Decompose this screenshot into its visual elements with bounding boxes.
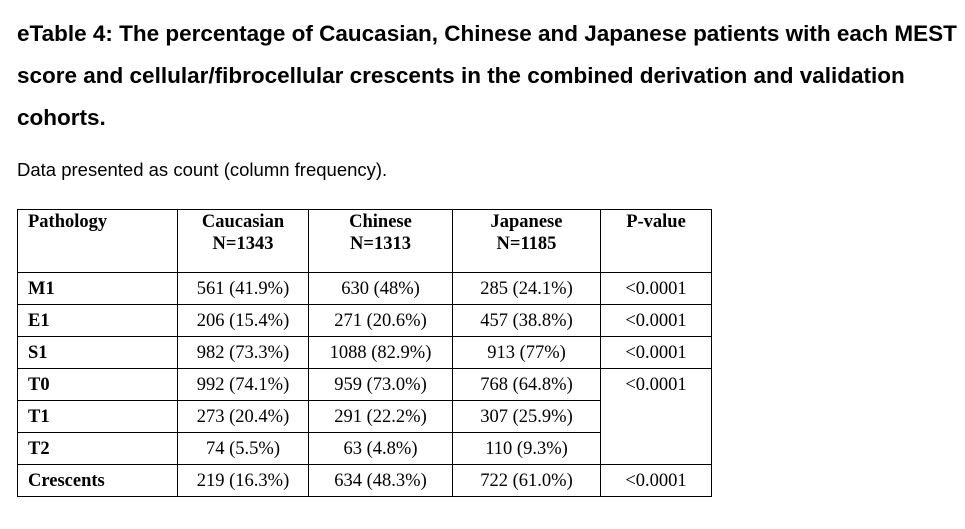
cell-p-value: <0.0001	[601, 465, 712, 497]
header-p-value-label: P-value	[626, 212, 686, 232]
table-row-crescents	[18, 465, 712, 497]
header-caucasian	[178, 210, 309, 273]
cell-p-value: <0.0001	[601, 337, 712, 369]
table-row-s1	[18, 337, 712, 369]
cell-japanese: 722 (61.0%)	[453, 465, 601, 497]
table-row-e1	[18, 305, 712, 337]
cell-caucasian: 74 (5.5%)	[178, 433, 309, 465]
header-japanese-label: Japanese	[490, 212, 563, 232]
cell-japanese: 307 (25.9%)	[453, 401, 601, 433]
cell-japanese: 913 (77%)	[453, 337, 601, 369]
cell-p-value: <0.0001	[601, 273, 712, 305]
row-label: T0	[18, 369, 178, 401]
cell-p-value-t-group: <0.0001	[601, 369, 712, 465]
cell-chinese: 291 (22.2%)	[309, 401, 453, 433]
header-japanese-n: N=1185	[496, 234, 557, 254]
table-subtitle: Data presented as count (column frequency).	[17, 159, 388, 180]
header-pathology-label: Pathology	[28, 212, 108, 232]
header-caucasian-label: Caucasian	[201, 212, 285, 232]
cell-chinese: 271 (20.6%)	[309, 305, 453, 337]
cell-chinese: 630 (48%)	[309, 273, 453, 305]
row-label: T1	[18, 401, 178, 433]
header-p-value	[601, 210, 712, 273]
cell-chinese: 634 (48.3%)	[309, 465, 453, 497]
cell-caucasian: 273 (20.4%)	[178, 401, 309, 433]
table-title: eTable 4: The percentage of Caucasian, Chinese and Japanese patients with each MEST score and cellular/fibrocellular crescents in the combined derivation and validation cohorts.	[17, 21, 957, 130]
cell-japanese: 285 (24.1%)	[453, 273, 601, 305]
pathology-table	[17, 209, 712, 497]
cell-caucasian: 992 (74.1%)	[178, 369, 309, 401]
cell-p-value: <0.0001	[601, 305, 712, 337]
row-label: Crescents	[18, 465, 178, 497]
cell-chinese: 959 (73.0%)	[309, 369, 453, 401]
row-label: T2	[18, 433, 178, 465]
cell-chinese: 63 (4.8%)	[309, 433, 453, 465]
cell-caucasian: 982 (73.3%)	[178, 337, 309, 369]
cell-chinese: 1088 (82.9%)	[309, 337, 453, 369]
cell-caucasian: 219 (16.3%)	[178, 465, 309, 497]
header-japanese	[453, 210, 601, 273]
header-chinese-n: N=1313	[350, 234, 411, 254]
cell-japanese: 768 (64.8%)	[453, 369, 601, 401]
header-pathology	[18, 210, 178, 273]
cell-japanese: 457 (38.8%)	[453, 305, 601, 337]
header-chinese	[309, 210, 453, 273]
table-row-t0	[18, 369, 712, 401]
row-label: S1	[18, 337, 178, 369]
cell-japanese: 110 (9.3%)	[453, 433, 601, 465]
table-row-m1	[18, 273, 712, 305]
cell-caucasian: 206 (15.4%)	[178, 305, 309, 337]
header-chinese-label: Chinese	[349, 212, 412, 232]
cell-caucasian: 561 (41.9%)	[178, 273, 309, 305]
table-header-row	[18, 210, 712, 273]
row-label: M1	[18, 273, 178, 305]
row-label: E1	[18, 305, 178, 337]
header-caucasian-n: N=1343	[212, 234, 274, 254]
